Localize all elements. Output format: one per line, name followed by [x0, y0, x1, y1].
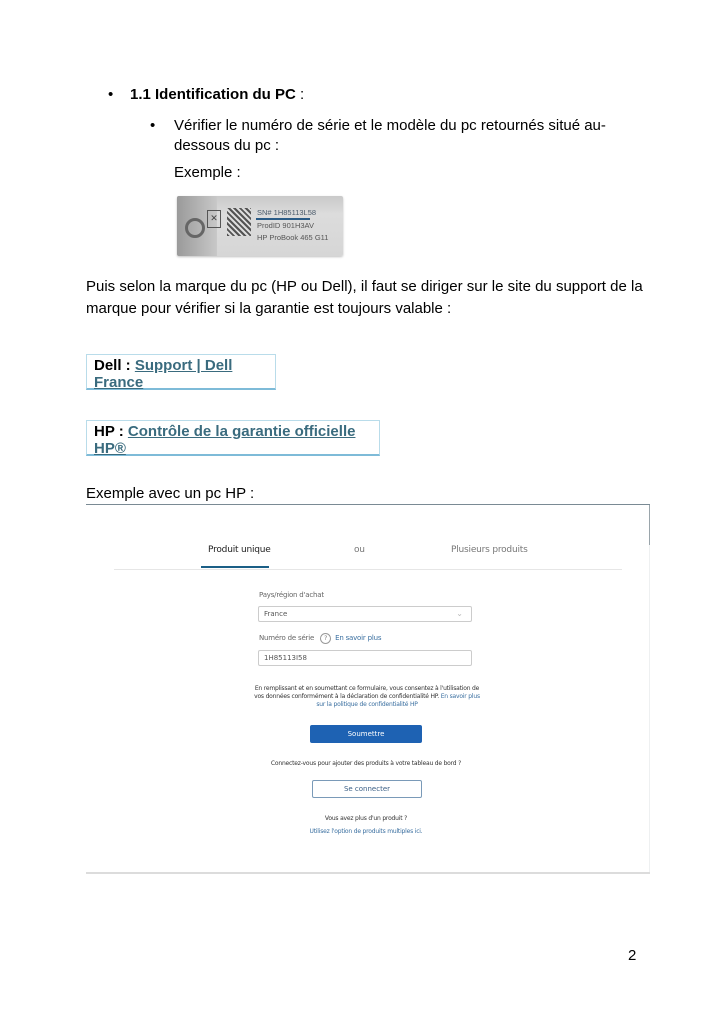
country-select[interactable] — [258, 606, 472, 622]
title-suffix: : — [295, 86, 305, 103]
sub-item-text: Vérifier le numéro de série et le modèle du pc retournés situé au-dessous du pc : — [174, 117, 606, 154]
hp-form-screenshot — [86, 504, 650, 874]
frame-edge — [649, 545, 650, 873]
hp-link-box — [86, 420, 380, 456]
help-icon[interactable]: ? — [320, 633, 331, 644]
tab-separator-or: ou — [354, 545, 365, 555]
model-text: HP ProBook 465 G11 — [257, 233, 329, 242]
example-hp-label: Exemple avec un pc HP : — [86, 485, 255, 502]
country-value: France — [264, 610, 288, 618]
serial-label-row — [259, 633, 381, 644]
chevron-down-icon: ⌄ — [456, 609, 463, 618]
serial-label-photo — [177, 196, 343, 256]
tab-single-product[interactable]: Produit unique — [208, 545, 271, 555]
dell-support-link[interactable]: Support | Dell France — [94, 357, 233, 391]
bullet: • — [150, 117, 156, 134]
multi-product-link[interactable]: Utilisez l'option de produits multiples ici. — [309, 828, 423, 835]
tab-multiple-products[interactable]: Plusieurs produits — [451, 545, 528, 555]
certification-logo-icon — [185, 218, 205, 238]
dell-link-box — [86, 354, 276, 390]
hp-warranty-link[interactable]: Contrôle de la garantie officielle HP® — [94, 423, 356, 457]
qr-code-icon — [227, 208, 251, 236]
serial-label: Numéro de série — [259, 634, 315, 642]
serial-underline — [256, 218, 310, 220]
product-tabs — [114, 541, 622, 570]
instruction-paragraph: Puis selon la marque du pc (HP ou Dell), il faut se diriger sur le site du support de la marque pour vérifier si la garantie est toujours valable : — [86, 278, 643, 317]
privacy-policy-link[interactable]: En savoir plus sur la politique de confidentialité HP — [316, 693, 480, 708]
learn-more-link[interactable]: En savoir plus — [335, 634, 382, 642]
product-id-text: ProdID 901H3AV — [257, 221, 314, 230]
connect-question: Connectez-vous pour ajouter des produits à votre tableau de bord ? — [270, 760, 462, 767]
consent-body: En remplissant et en soumettant ce formulaire, vous consentez à l'utilisation de vos données conformément à la déclaration de confidentialité HP. — [254, 685, 480, 700]
section-title: 1.1 Identification du PC — [130, 86, 296, 103]
serial-input-value: 1H85113I58 — [264, 654, 307, 662]
serial-input[interactable] — [258, 650, 472, 666]
serial-number-text: SN# 1H85113L58 — [257, 208, 317, 217]
screenshot-bottom-border — [86, 872, 650, 874]
page-number: 2 — [628, 947, 637, 964]
consent-text — [252, 685, 482, 709]
sign-in-button[interactable]: Se connecter — [312, 780, 422, 798]
bullet: • — [108, 86, 114, 103]
hp-brand-label: HP : — [94, 423, 128, 440]
active-tab-indicator — [201, 566, 269, 568]
dell-brand-label: Dell : — [94, 357, 135, 374]
country-label: Pays/région d'achat — [259, 591, 324, 599]
weee-bin-icon: ✕ — [207, 210, 221, 228]
example-label: Exemple : — [174, 164, 241, 181]
multi-product-question: Vous avez plus d'un produit ? — [324, 815, 408, 822]
scrollbar — [649, 505, 650, 545]
submit-button[interactable]: Soumettre — [310, 725, 422, 743]
